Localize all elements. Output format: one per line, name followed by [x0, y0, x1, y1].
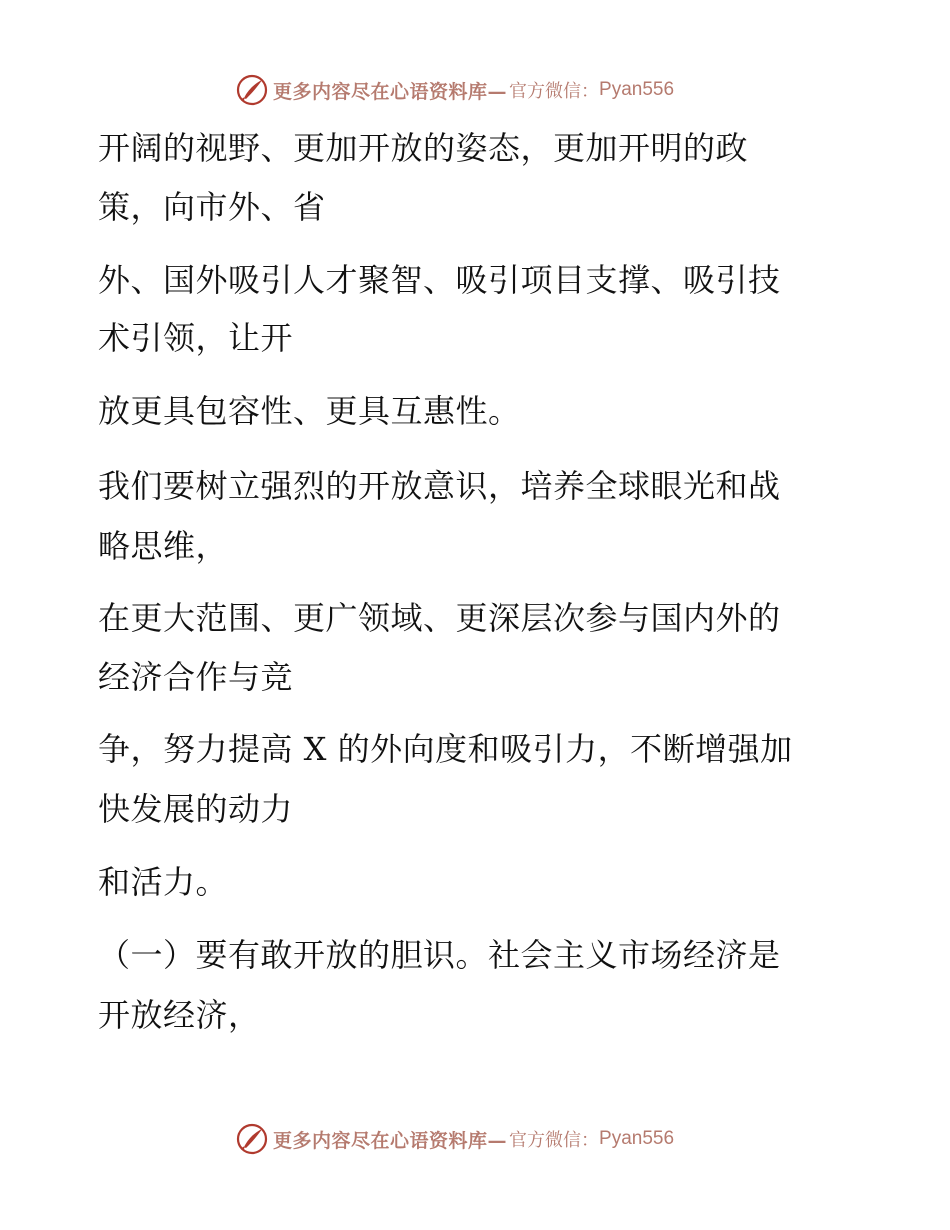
paragraph-line: 争，努力提高 X 的外向度和吸引力，不断增强加 — [98, 730, 793, 768]
paragraph-line: 略思维， — [98, 527, 229, 565]
paragraph-line: 在更大范围、更广领域、更深层次参与国内外的 — [98, 599, 781, 637]
paragraph-line: 开阔的视野、更加开放的姿态，更加开明的政 — [98, 129, 749, 167]
quill-pen-logo-icon — [236, 74, 268, 106]
paragraph-line: 快发展的动力 — [98, 790, 294, 828]
paragraph-line: 放更具包容性、更具互惠性。 — [98, 392, 521, 430]
header-banner — [236, 73, 716, 107]
banner-text: 更多内容尽在心语资料库— — [273, 80, 508, 103]
quill-pen-logo-icon — [236, 1123, 268, 1155]
paragraph-line: （一）要有敢开放的胆识。社会主义市场经济是 — [98, 936, 781, 974]
paragraph-line: 策，向市外、省 — [98, 188, 326, 226]
banner-wechat-id: Pyan556 — [599, 1128, 675, 1149]
paragraph-line: 外、国外吸引人才聚智、吸引项目支撑、吸引技 — [98, 261, 781, 299]
paragraph-line: 经济合作与竞 — [98, 658, 294, 696]
banner-wechat-label: 官方微信： — [509, 1130, 600, 1151]
banner-wechat-id: Pyan556 — [599, 79, 675, 100]
banner-text: 更多内容尽在心语资料库— — [273, 1129, 508, 1152]
footer-banner — [236, 1122, 716, 1156]
paragraph-line: 和活力。 — [98, 863, 229, 901]
paragraph-line: 我们要树立强烈的开放意识，培养全球眼光和战 — [98, 467, 781, 505]
paragraph-line: 开放经济， — [98, 996, 261, 1034]
paragraph-line: 术引领，让开 — [98, 319, 294, 357]
banner-wechat-label: 官方微信： — [509, 81, 600, 102]
